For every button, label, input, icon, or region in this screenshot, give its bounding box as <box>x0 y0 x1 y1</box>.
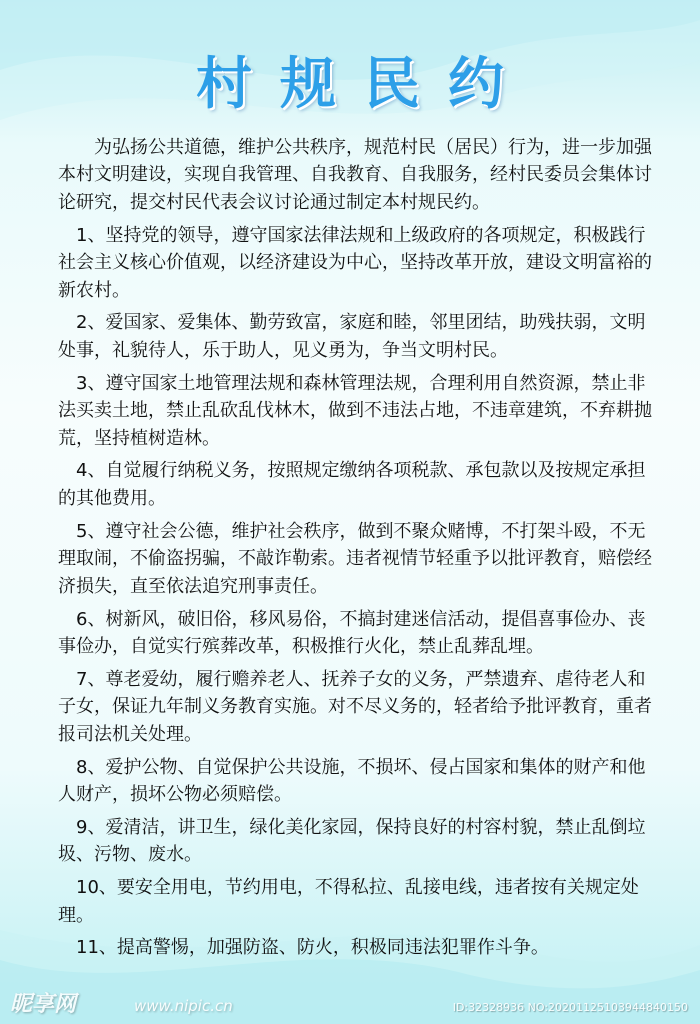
watermark-logo: 昵享网 <box>10 992 77 1017</box>
rule-item: 9、爱清洁，讲卫生，绿化美化家园，保持良好的村容村貌，禁止乱倒垃圾、污物、废水。 <box>58 816 646 866</box>
rule-item: 3、遵守国家土地管理法规和森林管理法规，合理利用自然资源，禁止非法买卖土地，禁止乱砍乱伐林木，做到不违法占地，不违章建筑，不弃耕抛荒，坚持植树造林。 <box>58 372 652 449</box>
rule-item: 11、提高警惕，加强防盗、防火，积极同违法犯罪作斗争。 <box>76 937 549 959</box>
rule-item: 1、坚持党的领导，遵守国家法律法规和上级政府的各项规定，积极践行社会主义核心价值观，以经济建设为中心，坚持改革开放，建设文明富裕的新农村。 <box>58 224 652 301</box>
rule-item: 10、要安全用电，节约用电，不得私拉、乱接电线，违者按有关规定处理。 <box>58 877 639 926</box>
document-body <box>58 134 662 967</box>
rule-item: 6、树新风，破旧俗，移风易俗，不搞封建迷信活动，提倡喜事俭办、丧事俭办，自觉实行殡葬改革，积极推行火化，禁止乱葬乱埋。 <box>58 608 646 657</box>
watermark-footer <box>0 990 700 1024</box>
rule-item: 5、遵守社会公德，维护社会秩序，做到不聚众赌博，不打架斗殴，不无理取闹，不偷盗拐骗，不敲诈勒索。违者视情节轻重予以批评教育，赔偿经济损失，直至依法追究刑事责任。 <box>58 520 652 597</box>
watermark-image-id: ID:32328936 NO:20201125103944840150 <box>452 1001 688 1014</box>
rule-item: 2、爱国家、爱集体、勤劳致富，家庭和睦，邻里团结，助残扶弱，文明处事，礼貌待人，乐于助人，见义勇为，争当文明村民。 <box>58 312 646 361</box>
rule-item: 8、爱护公物、自觉保护公共设施，不损坏、侵占国家和集体的财产和他人财产，损坏公物必须赔偿。 <box>58 756 646 805</box>
page-title: 村规民约 <box>196 52 532 117</box>
intro-paragraph: 为弘扬公共道德，维护公共秩序，规范村民（居民）行为，进一步加强本村文明建设，实现自我管理、自我教育、自我服务，经村民委员会集体讨论研究，提交村民代表会议讨论通过制定本村规民约。 <box>58 137 652 213</box>
rule-item: 4、自觉履行纳税义务，按照规定缴纳各项税款、承包款以及按规定承担的其他费用。 <box>58 460 646 509</box>
watermark-site: www.nipic.cn <box>134 997 233 1015</box>
rule-item: 7、尊老爱幼，履行赡养老人、抚养子女的义务，严禁遗弃、虐待老人和子女，保证九年制义务教育实施。对不尽义务的，轻者给予批评教育，重者报司法机关处理。 <box>58 668 652 745</box>
